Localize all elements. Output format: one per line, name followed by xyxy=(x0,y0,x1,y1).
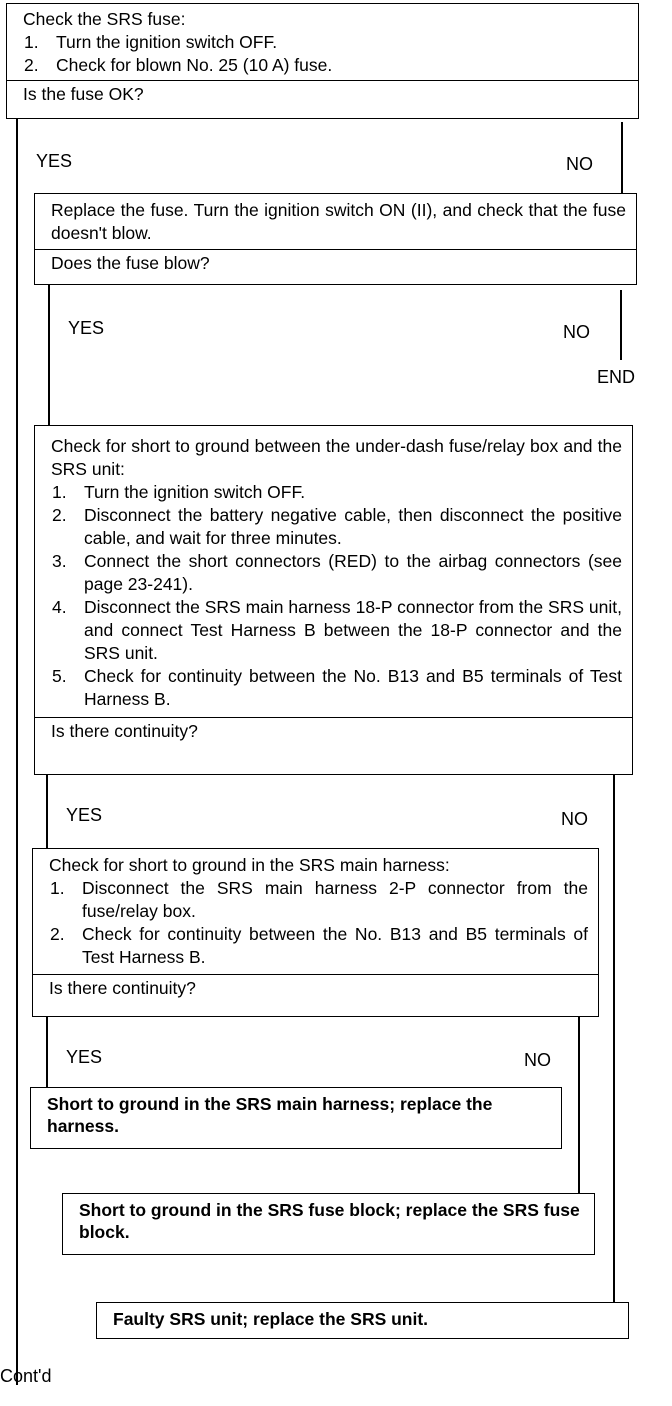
replace-fuse-box xyxy=(34,193,637,285)
no-label: NO xyxy=(561,809,588,829)
contd-label: Cont'd xyxy=(0,1366,52,1386)
result-fuse-block-text: Short to ground in the SRS fuse block; replace the SRS fuse block. xyxy=(79,1200,580,1242)
no-label: NO xyxy=(566,154,593,174)
yes-label: YES xyxy=(36,151,73,171)
box3-steps xyxy=(51,481,622,711)
list-item: 2. Check for continuity between the No. B13 and B5 terminals of Test Harness B. xyxy=(50,924,588,967)
check-srs-fuse-box xyxy=(6,3,639,119)
list-item: 2. Disconnect the battery negative cable, then disconnect the positive cable, and wait for three minutes. xyxy=(52,505,622,548)
list-item: 5. Check for continuity between the No. B13 and B5 terminals of Test Harness B. xyxy=(52,666,622,709)
list-item: 1. Turn the ignition switch OFF. xyxy=(52,482,306,502)
box1-title: Check the SRS fuse: xyxy=(23,9,186,29)
yes-label: YES xyxy=(68,318,105,338)
box3-question: Is there continuity? xyxy=(35,717,632,744)
list-item: 1. Turn the ignition switch OFF. xyxy=(24,32,278,52)
check-short-main-harness-box xyxy=(32,848,599,1017)
box2-question: Does the fuse blow? xyxy=(35,249,636,276)
box4-question: Is there continuity? xyxy=(33,974,598,1001)
list-item: 4. Disconnect the SRS main harness 18-P connector from the SRS unit, and connect Test Harness B between the 18-P connector and the SRS unit. xyxy=(52,597,622,663)
no-label: NO xyxy=(524,1050,551,1070)
box4-title: Check for short to ground in the SRS main harness: xyxy=(49,855,450,875)
check-short-underdash-box xyxy=(34,425,633,775)
end-label: END xyxy=(597,367,636,387)
box4-steps xyxy=(49,877,588,969)
list-item: 2. Check for blown No. 25 (10 A) fuse. xyxy=(24,55,333,75)
box1-steps xyxy=(23,31,628,77)
result-main-harness-box xyxy=(30,1087,562,1149)
box3-title: Check for short to ground between the under-dash fuse/relay box and the SRS unit: xyxy=(51,436,622,479)
result-fuse-block-box xyxy=(62,1193,595,1255)
box1-question: Is the fuse OK? xyxy=(7,80,638,107)
result-srs-unit-text: Faulty SRS unit; replace the SRS unit. xyxy=(113,1309,429,1329)
list-item: 1. Disconnect the SRS main harness 2-P connector from the fuse/relay box. xyxy=(50,878,588,921)
list-item: 3. Connect the short connectors (RED) to the airbag connectors (see page 23-241). xyxy=(52,551,622,594)
yes-label: YES xyxy=(66,805,103,825)
result-srs-unit-box xyxy=(96,1302,629,1339)
box2-text: Replace the fuse. Turn the ignition switch ON (II), and check that the fuse doesn't blow. xyxy=(51,200,626,243)
yes-label: YES xyxy=(66,1047,103,1067)
no-label: NO xyxy=(563,322,590,342)
result-main-harness-text: Short to ground in the SRS main harness; replace the harness. xyxy=(47,1094,493,1136)
